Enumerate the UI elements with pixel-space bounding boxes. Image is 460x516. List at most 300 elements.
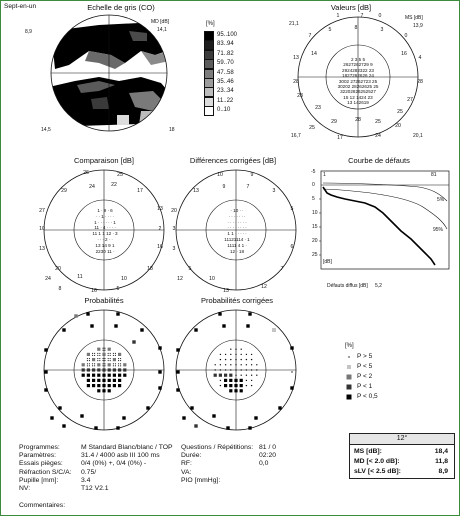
central-row: 30202 28262625 25 [337, 84, 379, 89]
prob-symbol [230, 349, 231, 350]
field-value: 24 [89, 184, 95, 190]
summary-key: sLV [< 2.5 dB]: [354, 468, 401, 475]
summary-value: 8,9 [438, 468, 448, 475]
field-value: 2 [158, 226, 162, 232]
prob-symbol [241, 359, 242, 360]
summary-value: 18,4 [434, 448, 448, 455]
prob-symbol [113, 368, 116, 371]
prob-symbol [235, 375, 236, 376]
prob-symbol [246, 359, 247, 360]
prob-symbol [176, 348, 179, 351]
prob-symbol [246, 364, 247, 365]
field-value: 7 [308, 33, 312, 39]
field-value: 16 [91, 288, 97, 294]
gray-legend-label: 71..82 [217, 50, 234, 57]
prob-symbol [92, 379, 95, 382]
prob-symbol [86, 312, 89, 315]
summary-key: MS [dB]: [354, 448, 382, 455]
prob-symbol [254, 416, 257, 419]
info-key: Durée: [181, 452, 202, 460]
field-value: 25 [397, 109, 403, 115]
field-value: 6 [290, 244, 294, 250]
defect-label-5: 5% [437, 197, 445, 203]
gray-legend-label: 23..34 [217, 88, 234, 95]
central-row: 13 142619 [347, 100, 369, 106]
prob-symbol [92, 353, 95, 356]
central-row: 2 3 5 5 [350, 57, 366, 62]
gray-corner-tl: 8,9 [25, 29, 32, 35]
prob-symbol [123, 374, 126, 377]
defect-unit: [dB] [323, 259, 332, 265]
defect-x-left: 1 [323, 172, 326, 178]
prob-symbol [215, 369, 216, 370]
field-value: 20 [395, 123, 401, 129]
info-key: Programmes: [19, 444, 60, 451]
prob-symbol [82, 374, 85, 377]
info-key: VA: [181, 468, 192, 476]
prob-symbol [102, 368, 105, 371]
probcorr-title: Probabilités corrigées [200, 296, 274, 305]
field-value: 7 [360, 13, 364, 19]
central-row: 32202826252527 [340, 89, 376, 95]
prob-symbol [347, 375, 352, 380]
central-row: ∙ ∙ ∙ ∙ ∙ ∙ ∙ ∙ [227, 219, 247, 225]
prob-symbol [219, 374, 222, 377]
summary-box [349, 433, 455, 479]
gray-legend-label: 35..46 [217, 79, 234, 85]
prob-symbol [290, 346, 293, 349]
central-row: 1 1 ∙ ∙ ∙ ∙ ∙ [227, 231, 247, 237]
prob-symbol [87, 358, 90, 361]
prob-symbol [248, 312, 251, 315]
prob-symbol [108, 368, 111, 371]
prob-symbol [256, 364, 257, 365]
prob-symbol [234, 379, 237, 382]
field-value: 12 [177, 276, 183, 282]
gray-legend-label: 83..94 [217, 41, 234, 48]
prob-symbol [108, 374, 111, 377]
central-row: 13 14 9 1 [95, 242, 115, 248]
central-row: 3002 27262723 25 [338, 78, 378, 84]
info-value: 02:20 [259, 452, 277, 460]
prob-symbol [118, 368, 121, 371]
prob-symbol [116, 312, 119, 315]
gray-legend-item [204, 106, 264, 115]
gray-legend-swatch [204, 106, 214, 116]
prob-symbol [246, 354, 247, 355]
field-value: 27 [407, 97, 413, 103]
values-corner-br: 20,1 [413, 133, 423, 139]
gray-corner-bl: 14,5 [41, 127, 51, 133]
field-value: 27 [39, 208, 45, 214]
field-value: 13 [223, 288, 229, 294]
prob-symbol [146, 406, 149, 409]
defect-title: Courbe de défauts [348, 156, 410, 165]
prob-symbol [220, 354, 221, 355]
summary-header: 12° [350, 434, 454, 445]
prob-legend-item [345, 353, 405, 362]
defect-y-label: 25 [312, 252, 318, 258]
prob-symbol [194, 424, 197, 427]
central-row: ∙ ∙ ∙ ∙ ∙ ∙ ∙ [228, 213, 246, 219]
field-value: 10 [209, 276, 215, 282]
probcorr-field [161, 306, 311, 436]
field-value: 24 [375, 133, 381, 139]
gray-legend-item [204, 31, 264, 40]
prob-symbol [246, 385, 247, 386]
prob-symbol [218, 312, 221, 315]
prob-symbol [182, 416, 185, 419]
info-key: PIO [mmHg]: [181, 476, 221, 484]
prob-symbol [94, 426, 97, 429]
prob-symbol [82, 363, 85, 366]
field-value: 16 [401, 51, 407, 57]
prob-symbol [118, 358, 121, 361]
defect-y-label: 15 [312, 224, 318, 230]
prob-symbol [97, 389, 100, 392]
prob-symbol [102, 384, 105, 387]
field-value: 13 [193, 188, 199, 194]
prob-symbol [113, 384, 116, 387]
field-value: 28 [293, 79, 299, 85]
prob-symbol [176, 370, 179, 373]
prob-legend-item [345, 383, 405, 392]
field-value: 9 [222, 184, 226, 190]
values-corner-tr-label: MS [dB] [405, 15, 423, 21]
info-key: Paramètres: [19, 452, 57, 460]
prob-symbol [212, 414, 215, 417]
gray-legend-item [204, 59, 264, 68]
prob-symbol [123, 368, 126, 371]
prob-symbol [62, 424, 65, 427]
field-value: 25 [309, 125, 315, 131]
prob-legend-symbol [345, 393, 353, 401]
prob-symbol [118, 384, 121, 387]
prob-legend-label: P > 5 [357, 353, 373, 360]
values-corner-bl: 16,7 [291, 133, 301, 139]
field-value: 8 [354, 25, 358, 31]
gray-legend-item [204, 69, 264, 78]
prob-field [29, 306, 179, 436]
info-value: 0.75/ [81, 468, 97, 476]
field-value: 29 [61, 188, 67, 194]
central-row: 2924282322 23 [342, 67, 374, 73]
prob-symbol [113, 358, 116, 361]
field-value: 5 [328, 27, 332, 33]
defect-y-zero: 0 [312, 182, 315, 188]
field-value: 3 [272, 188, 276, 194]
prob-symbol [235, 364, 236, 365]
gray-legend-item [204, 78, 264, 87]
prob-symbol [229, 389, 232, 392]
prob-legend-label: P < 5 [357, 363, 373, 370]
values-title: Valeurs [dB] [330, 3, 372, 12]
gray-legend-label: 11..22 [217, 97, 234, 104]
prob-symbol [224, 379, 227, 382]
prob-symbol [97, 384, 100, 387]
prob-symbol [87, 374, 90, 377]
prob-symbol [87, 384, 90, 387]
prob-symbol [50, 416, 53, 419]
field-value: 26 [83, 170, 89, 176]
prob-symbol [123, 363, 126, 366]
field-value: 5 [290, 206, 294, 212]
field-value: 10 [39, 226, 45, 232]
prob-symbol [44, 370, 47, 373]
prob-symbol [256, 369, 257, 370]
prob-symbol [251, 359, 252, 360]
prob-symbol [97, 353, 100, 356]
central-row: 12 ∙ 18 [229, 248, 245, 254]
info-key: NV: [19, 485, 31, 492]
field-value: 3 [380, 27, 384, 33]
eye-label: Sept-en-un [4, 3, 37, 10]
prob-symbol [234, 389, 237, 392]
field-value: 20 [55, 266, 61, 272]
field-value: 29 [331, 119, 337, 125]
prob-symbol [87, 353, 90, 356]
prob-symbol [118, 379, 121, 382]
field-value: 17 [137, 188, 143, 194]
defect-y-label: 10 [312, 210, 318, 216]
prob-legend-item [345, 373, 405, 382]
summary-value: 11,8 [435, 458, 448, 465]
prob-symbol [87, 363, 90, 366]
prob-symbol [87, 368, 90, 371]
field-value: 1 [336, 13, 340, 19]
field-value: 18 [147, 266, 153, 272]
prob-symbol [82, 368, 85, 371]
gray-legend-label: 0..10 [217, 107, 231, 114]
prob-legend-item [345, 363, 405, 372]
prob-legend-symbol [345, 353, 353, 361]
prob-symbol [251, 380, 252, 381]
prob-symbol [90, 324, 93, 327]
central-row: 1 ∙ 9 ∙ 6 [97, 208, 113, 213]
central-row: 1111 4 1 ∙ [227, 242, 247, 248]
field-value: 10 [217, 172, 223, 178]
prob-symbol [97, 374, 100, 377]
field-value: 3 [172, 226, 176, 232]
central-row: 1827262626 24 [342, 73, 374, 79]
prob-symbol [225, 364, 226, 365]
prob-symbol [44, 388, 47, 391]
field-value: 25 [375, 119, 381, 125]
prob-symbol [108, 384, 111, 387]
prob-symbol [251, 375, 252, 376]
field-value: 28 [297, 93, 303, 99]
info-key: Essais pièges: [19, 460, 63, 468]
prob-symbol [246, 324, 249, 327]
prob-legend-label: P < 1 [357, 383, 373, 390]
prob-symbol [220, 359, 221, 360]
prob-legend-symbol [345, 373, 353, 381]
info-value: 3.4 [81, 476, 91, 484]
prob-symbol [220, 385, 221, 386]
prob-symbol [97, 348, 100, 351]
prob-symbol [225, 369, 226, 370]
prob-symbol [97, 368, 100, 371]
prob-symbol [215, 364, 216, 365]
defect-footer-label: Défauts diffus [dB] [327, 283, 368, 289]
gray-legend-label: 47..58 [217, 69, 234, 76]
field-value: 16 [157, 244, 163, 250]
prob-symbol [102, 353, 105, 356]
field-value: 14 [311, 51, 317, 57]
field-value: 13 [39, 246, 45, 252]
prob-symbol [214, 374, 217, 377]
info-value: 0/4 (0%) +, 0/4 (0%) - [81, 460, 147, 468]
field-value: 25 [117, 172, 123, 178]
gray-legend-header: [%] [206, 21, 215, 27]
field-value: 22 [111, 182, 117, 188]
prob-legend-symbol [345, 383, 353, 391]
info-value: 81 / 0 [259, 444, 277, 451]
central-row: 15 12 1424 23 [343, 94, 373, 100]
prob-symbol [108, 363, 111, 366]
field-value: 3 [172, 246, 176, 252]
prob-symbol [229, 379, 232, 382]
prob-symbol [290, 386, 293, 389]
prob-symbol [235, 369, 236, 370]
prob-symbol [114, 324, 117, 327]
central-row: 11 ∙ 4 ∙ ∙ ∙ ∙ [94, 225, 116, 231]
prob-symbol [220, 364, 221, 365]
gray-corner-tr-label: MD [dB] [151, 19, 170, 25]
prob-symbol [108, 348, 111, 351]
central-row: ∙ ∙ 1 ∙ ∙ ∙ ∙ [96, 213, 114, 219]
prob-legend-label: P < 2 [357, 373, 373, 380]
prob-symbol [235, 354, 236, 355]
prob-symbol [92, 363, 95, 366]
prob-symbol [122, 416, 125, 419]
prob-symbol [140, 328, 143, 331]
gray-legend-item [204, 50, 264, 59]
prob-symbol [108, 353, 111, 356]
prob-symbol [235, 349, 236, 350]
prob-legend-item [345, 393, 405, 402]
prob-symbol [291, 371, 292, 372]
prob-symbol [74, 314, 77, 317]
defect-y-top: -5 [311, 169, 316, 175]
gray-legend-item [204, 87, 264, 96]
prob-legend-header: [%] [345, 343, 354, 349]
prob-symbol [92, 358, 95, 361]
field-value: 11 [77, 274, 83, 280]
prob-symbol [118, 374, 121, 377]
prob-symbol [225, 359, 226, 360]
field-value: 13 [293, 55, 299, 61]
prob-symbol [229, 374, 232, 377]
field-value: 0 [404, 33, 408, 39]
defect-curve-chart [307, 167, 457, 283]
prob-symbol [241, 364, 242, 365]
gray-corner-br: 18 [169, 127, 175, 133]
prob-symbol [256, 375, 257, 376]
prob-symbol [92, 374, 95, 377]
prob-symbol [44, 348, 47, 351]
prob-symbol [251, 364, 252, 365]
prob-symbol [102, 389, 105, 392]
central-row: 11121114 ∙ 1 [224, 237, 250, 242]
prob-symbol [240, 389, 243, 392]
prob-symbol [230, 369, 231, 370]
prob-symbol [241, 349, 242, 350]
field-value: 20 [171, 208, 177, 214]
prob-symbol [248, 426, 251, 429]
info-value: M Standard Blanc/blanc / TOP [81, 444, 173, 451]
prob-legend-label: P < 0,5 [357, 393, 378, 400]
prob-symbol [246, 380, 247, 381]
prob-symbol [92, 368, 95, 371]
prob-symbol [113, 353, 116, 356]
info-key: RF: [181, 460, 192, 468]
central-row: ∙ ∙ ∙ ∙ ∙ ∙ ∙ ∙ [227, 225, 247, 231]
field-value: 28 [355, 117, 361, 123]
gray-legend-item [204, 97, 264, 106]
prob-symbol [347, 385, 352, 390]
central-row: 2230 11 ∙ [95, 248, 115, 254]
field-value: 4 [418, 55, 422, 61]
field-value: 17 [337, 135, 343, 141]
field-value: 13 [157, 206, 163, 212]
prob-symbol [58, 406, 61, 409]
field-value: 7 [246, 184, 250, 190]
defect-y-label: 20 [312, 238, 318, 244]
field-value: 5 [116, 286, 120, 292]
central-row: ∙ 10 ∙ ∙ [230, 208, 244, 213]
field-value: 12 [261, 284, 267, 290]
prob-symbol [235, 359, 236, 360]
prob-symbol [230, 354, 231, 355]
prob-symbol [108, 389, 111, 392]
prob-symbol [251, 354, 252, 355]
prob-symbol [251, 369, 252, 370]
info-key: Réfraction S/C/A: [19, 468, 72, 476]
prob-symbol [97, 363, 100, 366]
prob-symbol [97, 379, 100, 382]
prob-symbol [118, 363, 121, 366]
defect-x-right: 81 [431, 172, 437, 178]
prob-legend-symbol [345, 363, 353, 371]
prob-symbol [224, 384, 227, 387]
central-row: 11 1 1 12 ∙ 3 [92, 231, 118, 237]
field-value: 24 [45, 276, 51, 282]
central-row: 2627262729 9 [343, 62, 373, 68]
prob-symbol [229, 384, 232, 387]
field-value: 7 [280, 266, 284, 272]
prob-symbol [108, 358, 111, 361]
prob-symbol [97, 358, 100, 361]
field-value: 9 [250, 172, 254, 178]
field-value: 5 [188, 266, 192, 272]
prob-symbol [230, 364, 231, 365]
prob-symbol [102, 374, 105, 377]
prob-symbol [230, 359, 231, 360]
prob-symbol [102, 379, 105, 382]
comparison-title: Comparaison [dB] [73, 156, 135, 165]
prob-symbol [240, 384, 243, 387]
prob-symbol [87, 379, 90, 382]
prob-symbol [251, 385, 252, 386]
info-value: T12 V2.1 [81, 485, 109, 492]
prob-symbol [246, 369, 247, 370]
prob-symbol [220, 369, 221, 370]
prob-symbol [273, 329, 276, 332]
prob-symbol [246, 375, 247, 376]
prob-symbol [132, 340, 135, 343]
prob-symbol [348, 356, 349, 357]
